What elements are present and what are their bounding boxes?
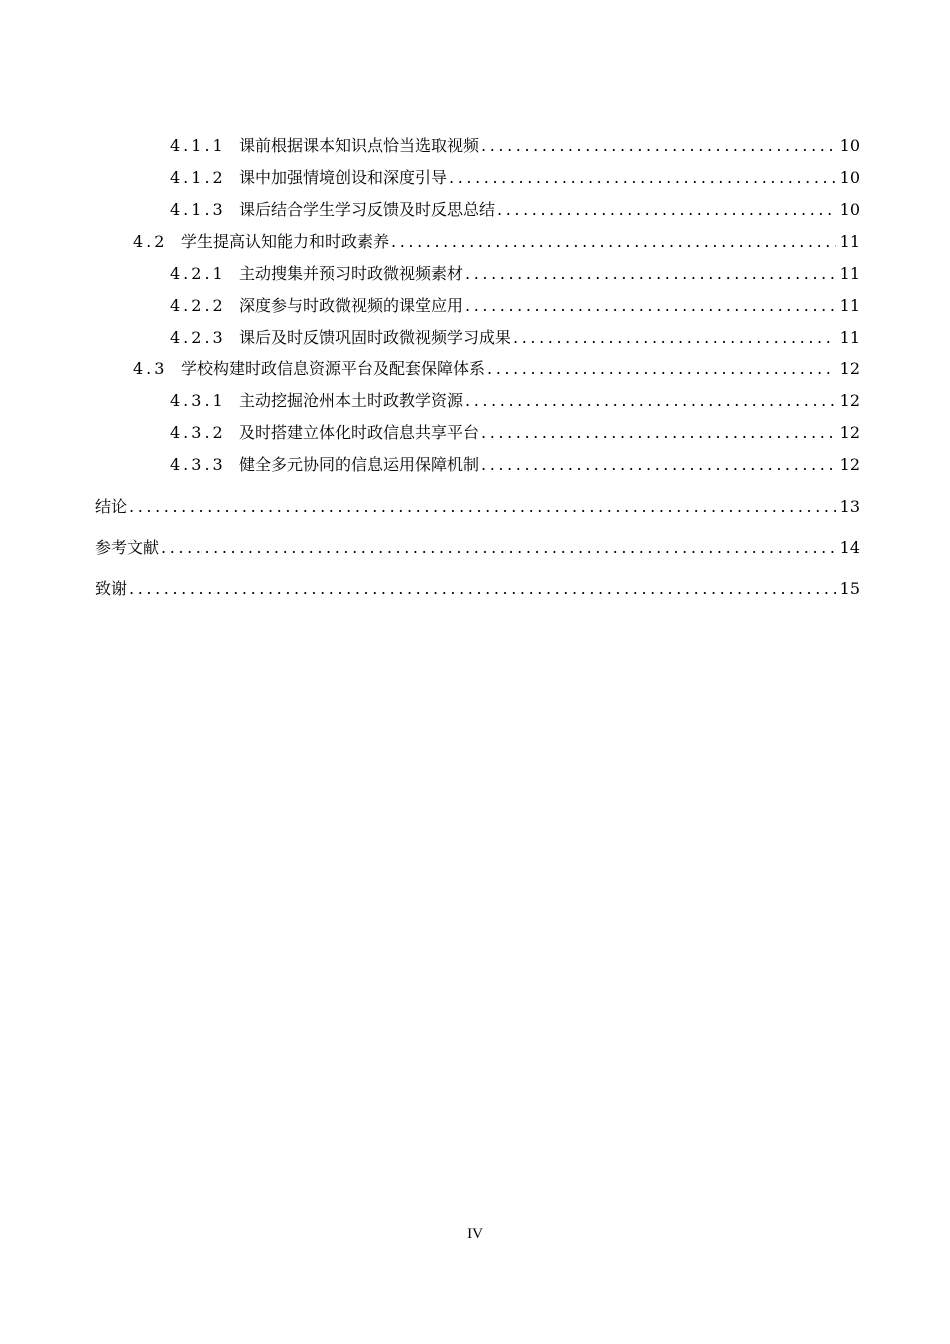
toc-entry-page: 15	[839, 579, 860, 598]
toc-entry-acknowledgements[interactable]	[95, 578, 860, 600]
toc-entry-title: 主动挖掘沧州本土时政教学资源	[239, 391, 464, 410]
toc-dot-leader	[481, 422, 836, 444]
toc-entry-number: 4.1.2	[170, 168, 226, 187]
toc-entry-page: 11	[839, 232, 860, 251]
toc-entry-title: 参考文献	[95, 538, 160, 557]
toc-entry-page: 12	[839, 391, 860, 410]
toc-entry-title: 课前根据课本知识点恰当选取视频	[239, 136, 480, 155]
toc-entry-title: 主动搜集并预习时政微视频素材	[239, 264, 464, 283]
toc-dot-leader	[449, 167, 836, 189]
toc-entry-4-2-2[interactable]	[170, 295, 860, 317]
toc-entry-4-2-1[interactable]	[170, 263, 860, 285]
toc-dot-leader	[129, 496, 836, 518]
toc-entry-title: 健全多元协同的信息运用保障机制	[239, 455, 480, 474]
toc-entry-title: 学生提高认知能力和时政素养	[181, 232, 390, 251]
toc-entry-title: 及时搭建立体化时政信息共享平台	[239, 423, 480, 442]
toc-entry-4-1-1[interactable]	[170, 135, 860, 157]
toc-entry-number: 4.2.1	[170, 264, 226, 283]
toc-entry-title: 深度参与时政微视频的课堂应用	[239, 296, 464, 315]
toc-entry-4-3-3[interactable]	[170, 454, 860, 476]
toc-entry-number: 4.3	[133, 359, 168, 378]
toc-dot-leader	[481, 135, 836, 157]
toc-entry-4-2-3[interactable]	[170, 327, 860, 349]
toc-dot-leader	[465, 295, 836, 317]
toc-dot-leader	[487, 358, 836, 380]
toc-dot-leader	[513, 327, 836, 349]
toc-entry-page: 13	[839, 497, 860, 516]
toc-dot-leader	[465, 390, 836, 412]
toc-entry-references[interactable]	[95, 537, 860, 559]
toc-entry-number: 4.3.2	[170, 423, 226, 442]
toc-entry-title: 学校构建时政信息资源平台及配套保障体系	[181, 359, 486, 378]
toc-entry-page: 12	[839, 455, 860, 474]
toc-entry-number: 4.2.3	[170, 328, 226, 347]
toc-entry-number: 4.2.2	[170, 296, 226, 315]
toc-entry-page: 12	[839, 423, 860, 442]
toc-entry-page: 11	[839, 264, 860, 283]
toc-entry-title: 致谢	[95, 579, 128, 598]
toc-entry-page: 14	[839, 538, 860, 557]
toc-entry-title: 课后结合学生学习反馈及时反思总结	[239, 200, 496, 219]
toc-entry-conclusion[interactable]	[95, 496, 860, 518]
toc-dot-leader	[161, 537, 836, 559]
toc-entry-page: 11	[839, 296, 860, 315]
toc-dot-leader	[481, 454, 836, 476]
toc-dot-leader	[497, 199, 836, 221]
toc-entry-page: 12	[839, 359, 860, 378]
toc-entry-number: 4.3.3	[170, 455, 226, 474]
toc-entry-title: 课后及时反馈巩固时政微视频学习成果	[239, 328, 512, 347]
toc-entry-4-3-1[interactable]	[170, 390, 860, 412]
toc-entry-number: 4.1.3	[170, 200, 226, 219]
toc-entry-page: 10	[839, 136, 860, 155]
toc-dot-leader	[129, 578, 836, 600]
toc-entry-4-2[interactable]	[133, 231, 860, 253]
toc-entry-page: 10	[839, 168, 860, 187]
toc-entry-4-1-3[interactable]	[170, 199, 860, 221]
toc-entry-title: 结论	[95, 497, 128, 516]
toc-entry-number: 4.3.1	[170, 391, 226, 410]
toc-entry-4-3[interactable]	[133, 358, 860, 380]
toc-entry-number: 4.1.1	[170, 136, 226, 155]
toc-entry-4-3-2[interactable]	[170, 422, 860, 444]
toc-entry-page: 11	[839, 328, 860, 347]
toc-entry-4-1-2[interactable]	[170, 167, 860, 189]
toc-dot-leader	[391, 231, 836, 253]
page-number: IV	[467, 1226, 483, 1242]
toc-dot-leader	[465, 263, 836, 285]
toc-entry-title: 课中加强情境创设和深度引导	[239, 168, 448, 187]
toc-entry-number: 4.2	[133, 232, 168, 251]
toc-entry-page: 10	[839, 200, 860, 219]
